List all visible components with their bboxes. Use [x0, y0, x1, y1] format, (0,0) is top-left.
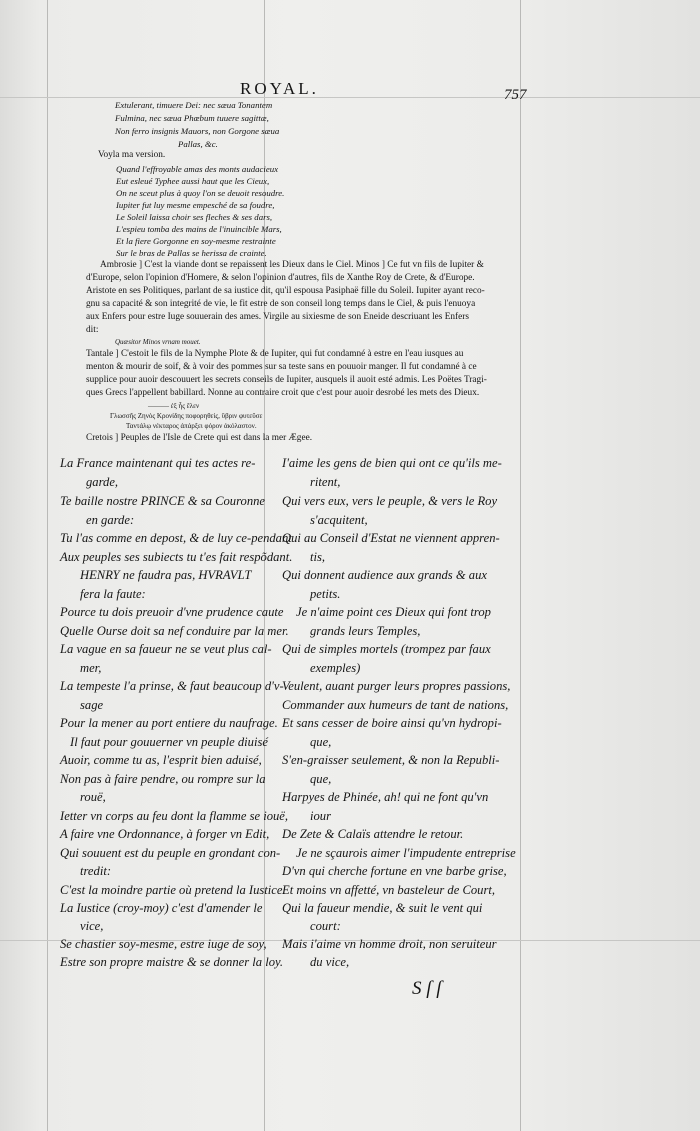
- note-line: menton & mourir de soif, & à voir des pommes sur sa teste sans en pouuoir manger. Il fut condamné à ce: [86, 362, 477, 372]
- poem-line: que,: [310, 735, 332, 749]
- poem-line: Commander aux humeurs de tant de nations,: [282, 698, 509, 712]
- poem-line: Aux peuples ses subiects tu t'es fait respõdant.: [60, 550, 293, 564]
- poem-line: La France maintenant qui tes actes re-: [60, 456, 256, 470]
- note-line: ques Grecs l'appellent babillard. Nonne au contraire croit que c'est pour auoir desrobé les mets des Dieux.: [86, 388, 480, 398]
- margin-rule-right: [520, 0, 521, 1131]
- poem-line: De Zete & Calaïs attendre le retour.: [282, 827, 464, 841]
- poem-line: grands leurs Temples,: [310, 624, 421, 638]
- poem-line: s'acquitent,: [310, 513, 368, 527]
- note-line: Aristote en ses Politiques, parlant de sa iustice dit, qu'il espousa Pasiphaë fille du Soleil. Iupiter ayant reco-: [86, 286, 485, 296]
- poem-line: que,: [310, 772, 332, 786]
- poem-line: Je n'aime point ces Dieux qui font trop: [296, 605, 491, 619]
- poem-line: Qui donnent audience aux grands & aux: [282, 568, 487, 582]
- poem-line: Estre son propre maistre & se donner la loy.: [60, 955, 284, 969]
- verse-line: L'espieu tomba des mains de l'inuincible Mars,: [116, 224, 282, 234]
- poem-line: Pour la mener au port entiere du naufrage.: [60, 716, 278, 730]
- poem-line: D'vn qui cherche fortune en vne barbe grise,: [282, 864, 507, 878]
- note-line: Tantale ] C'estoit le fils de la Nymphe Plote & de Iupiter, qui fut condamné à estre en l'eau iusques au: [86, 349, 464, 359]
- poem-line: fera la faute:: [80, 587, 146, 601]
- poem-line: La vague en sa faueur ne se veut plus cal-: [60, 642, 272, 656]
- verse-line: Iupiter fut luy mesme empesché de sa foudre,: [116, 200, 275, 210]
- poem-line: Non pas à faire pendre, ou rompre sur la: [60, 772, 266, 786]
- note-line: gnu sa capacité & son integrité de vie, le fit estre de son conseil long temps dans le Ciel, & puis l'enuoya: [86, 299, 476, 309]
- signature-mark: S ſ ſ: [412, 978, 442, 999]
- note-quote: Quæsitor Minos vrnam mouet.: [115, 338, 201, 346]
- greek-line: Ταντάλῳ νέκταρος ἀπάρξει φόρον ἀκόλαστον.: [126, 422, 257, 430]
- poem-line: Et sans cesser de boire ainsi qu'vn hydropi-: [282, 716, 502, 730]
- poem-line: HENRY ne faudra pas, HVRAVLT: [80, 568, 252, 582]
- note-line: d'Europe, selon l'opinion d'Homere, & selon l'opinion d'autres, fils de Xanthe Roy de Crete, & d'Europe.: [86, 273, 475, 283]
- verse-line: Le Soleil laissa choir ses fleches & ses dars,: [116, 212, 273, 222]
- poem-line: exemples): [310, 661, 361, 675]
- poem-line: I'aime les gens de bien qui ont ce qu'ils me-: [282, 456, 502, 470]
- poem-line: tis,: [310, 550, 326, 564]
- poem-line: Tu l'as comme en depost, & de luy ce-pendant: [60, 531, 292, 545]
- poem-line: Qui souuent est du peuple en grondant con-: [60, 846, 281, 860]
- poem-line: Et moins vn affetté, vn basteleur de Court,: [282, 883, 496, 897]
- note-line: supplice pour auoir descouuert les secrets conseils de Iupiter, ausquels il auoit esté admis. Les Poëtes Tragi-: [86, 375, 487, 385]
- greek-line: Γλωσσῆς Ζηνὸς Κρονίδης ποφορηθείς, ὕβριν φυτεῦσε: [110, 412, 263, 420]
- poem-line: La Iustice (croy-moy) c'est d'amender le: [60, 901, 263, 915]
- poem-line: Il faut pour gouuerner vn peuple diuisé: [70, 735, 268, 749]
- poem-line: Auoir, comme tu as, l'esprit bien aduisé,: [60, 753, 262, 767]
- cretois-note: Cretois ] Peuples de l'Isle de Crete qui est dans la mer Ægee.: [86, 433, 313, 443]
- poem-line: Qui au Conseil d'Estat ne viennent appren-: [282, 531, 500, 545]
- header-rule: [0, 97, 700, 98]
- margin-rule-left: [47, 0, 48, 1131]
- running-title: ROYAL.: [240, 79, 319, 98]
- latin-line: Non ferro insignis Mauors, non Gorgone sæua: [115, 126, 280, 136]
- latin-line: Extulerant, timuere Dei: nec sæua Tonantem: [115, 100, 273, 110]
- poem-line: tredit:: [80, 864, 112, 878]
- note-line: dit:: [86, 325, 99, 335]
- verse-line: On ne sceut plus à quoy l'on se deuoit resoudre.: [116, 188, 285, 198]
- poem-line: garde,: [86, 475, 119, 489]
- poem-line: Quelle Ourse doit sa nef conduire par la mer.: [60, 624, 289, 638]
- poem-line: du vice,: [310, 955, 350, 969]
- poem-line: Je ne sçaurois aimer l'impudente entreprise: [296, 846, 516, 860]
- poem-line: S'en-graisser seulement, & non la Republi-: [282, 753, 500, 767]
- greek-line: ——— ἐξ ἧς ἔλεν: [148, 402, 200, 410]
- poem-line: Qui la faueur mendie, & suit le vent qui: [282, 901, 483, 915]
- poem-line: C'est la moindre partie où pretend la Iustice.: [60, 883, 286, 897]
- verse-line: Quand l'effroyable amas des monts audacieux: [116, 164, 279, 174]
- poem-line: Ietter vn corps au feu dont la flamme se iouë,: [60, 809, 289, 823]
- poem-line: ritent,: [310, 475, 341, 489]
- poem-line: petits.: [310, 587, 341, 601]
- poem-line: mer,: [80, 661, 102, 675]
- poem-line: Se chastier soy-mesme, estre iuge de soy,: [60, 937, 267, 951]
- poem-line: rouë,: [80, 790, 106, 804]
- poem-line: Pource tu dois preuoir d'vne prudence caute: [60, 605, 284, 619]
- poem-line: Veulent, auant purger leurs propres passions,: [282, 679, 511, 693]
- poem-line: iour: [310, 809, 331, 823]
- poem-line: Mais i'aime vn homme droit, non seruiteur: [282, 937, 497, 951]
- poem-line: court:: [310, 919, 341, 933]
- poem-line: vice,: [80, 919, 104, 933]
- poem-line: en garde:: [86, 513, 135, 527]
- verse-line: Eut esleué Typhee aussi haut que les Cieux,: [116, 176, 270, 186]
- poem-line: Qui vers eux, vers le peuple, & vers le Roy: [282, 494, 498, 508]
- poem-line: Harpyes de Phinée, ah! qui ne font qu'vn: [282, 790, 489, 804]
- note-line: aux Enfers pour estre Iuge souuerain des ames. Virgile au sixiesme de son Eneide descriuant les Enfers: [86, 312, 469, 322]
- poem-line: Te baille nostre PRINCE & sa Couronne: [60, 494, 265, 508]
- version-intro: Voyla ma version.: [98, 150, 166, 160]
- poem-line: La tempeste l'a prinse, & faut beaucoup d'v-: [60, 679, 284, 693]
- page-number: 757: [504, 87, 527, 103]
- verse-line: Et la fiere Gorgonne en soy-mesme restrainte: [116, 236, 276, 246]
- poem-line: A faire vne Ordonnance, à forger vn Edit,: [60, 827, 270, 841]
- verse-line: Sur le bras de Pallas se herissa de crainte.: [116, 248, 267, 258]
- latin-line: Pallas, &c.: [178, 139, 218, 149]
- poem-line: Qui de simples mortels (trompez par faux: [282, 642, 491, 656]
- latin-line: Fulmina, nec sæua Phœbum tuuere sagittæ,: [115, 113, 269, 123]
- note-line: Ambrosie ] C'est la viande dont se repaissent les Dieux dans le Ciel. Minos ] Ce fut vn fils de Iupiter &: [100, 260, 484, 270]
- poem-line: sage: [80, 698, 104, 712]
